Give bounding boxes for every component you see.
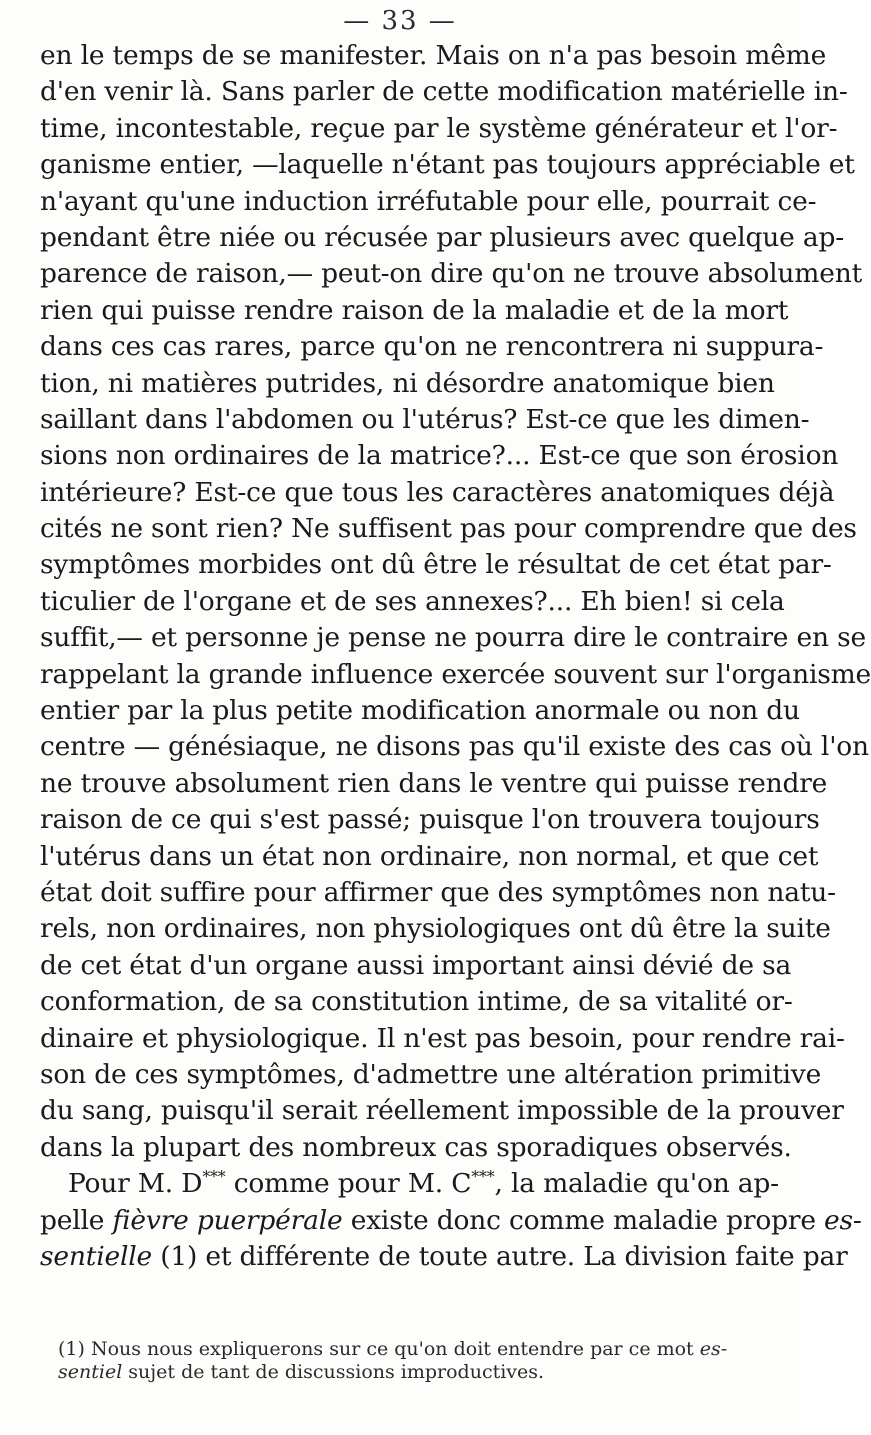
text-line: en le temps de se manifester. Mais on n'a pas besoin même (40, 40, 827, 71)
footnote-line (58, 1338, 760, 1361)
text-line: rien qui puisse rendre raison de la maladie et de la mort (40, 294, 789, 326)
text-line: raison de ce qui s'est passé; puisque l'on trouvera toujours (40, 804, 820, 836)
italic-term: fièvre puerpérale (112, 1204, 343, 1236)
body-text (40, 38, 871, 1275)
italic-term: es- (824, 1204, 862, 1236)
text-line: intérieure? Est-ce que tous les caractères anatomiques déjà (40, 476, 835, 508)
text-run: (1) et différente de toute autre. La division faite par (152, 1240, 848, 1272)
text-line: entier par la plus petite modification anormale ou non du (40, 695, 800, 727)
text-line: ne trouve absolument rien dans le ventre qui puisse rendre (40, 767, 828, 799)
text-line: pendant être niée ou récusée par plusieurs avec quelque ap- (40, 221, 844, 253)
paragraph-line (40, 1203, 862, 1239)
superscript: *** (202, 1167, 226, 1187)
text-line: time, incontestable, reçue par le système générateur et l'or- (40, 112, 838, 144)
text-line: ticulier de l'organe et de ses annexes?... Eh bien! si cela (40, 585, 785, 617)
text-line: dans ces cas rares, parce qu'on ne rencontrera ni suppura- (40, 331, 824, 363)
superscript: *** (471, 1167, 495, 1187)
text-line: ganisme entier, —laquelle n'étant pas toujours appréciable et (40, 149, 855, 181)
text-line: n'ayant qu'une induction irréfutable pour elle, pourrait ce- (40, 185, 817, 217)
text-line: suffit,— et personne je pense ne pourra dire le contraire en se (40, 622, 866, 654)
paragraph-line (40, 1239, 848, 1275)
footnote-line (58, 1361, 760, 1384)
page-number: — 33 — (343, 6, 457, 36)
text-line: l'utérus dans un état non ordinaire, non normal, et que cet (40, 840, 819, 872)
text-run: , la maladie qu'on ap- (494, 1168, 779, 1200)
text-run: comme pour M. C (225, 1168, 472, 1200)
text-run: pelle (40, 1204, 113, 1236)
text-line: tion, ni matières putrides, ni désordre anatomique bien (40, 367, 775, 399)
text-run: existe donc comme maladie propre (342, 1204, 825, 1236)
text-line: d'en venir là. Sans parler de cette modification matérielle in- (40, 76, 848, 108)
text-line: du sang, puisqu'il serait réellement impossible de la prouver (40, 1095, 844, 1127)
text-line: son de ces symptômes, d'admettre une altération primitive (40, 1058, 822, 1090)
text-run: (1) Nous nous expliquerons sur ce qu'on doit entendre par ce mot (58, 1338, 700, 1360)
text-line: conformation, de sa constitution intime, de sa vitalité or- (40, 986, 793, 1018)
italic-term: sentiel (58, 1361, 123, 1383)
footnote (58, 1338, 760, 1384)
text-line: saillant dans l'abdomen ou l'utérus? Est-ce que les dimen- (40, 403, 810, 435)
text-line: sions non ordinaires de la matrice?... Est-ce que son érosion (40, 440, 839, 472)
text-line: dinaire et physiologique. Il n'est pas besoin, pour rendre rai- (40, 1022, 845, 1054)
text-line: centre — génésiaque, ne disons pas qu'il existe des cas où l'on (40, 731, 869, 763)
text-line: parence de raison,— peut-on dire qu'on ne trouve absolument (40, 258, 863, 290)
text-line: état doit suffire pour affirmer que des symptômes non natu- (40, 876, 836, 908)
text-run: Pour M. D (68, 1168, 203, 1200)
paragraph-line (40, 1166, 779, 1202)
text-line: cités ne sont rien? Ne suffisent pas pour comprendre que des (40, 513, 857, 545)
text-line: symptômes morbides ont dû être le résultat de cet état par- (40, 549, 832, 581)
text-line: rels, non ordinaires, non physiologiques ont dû être la suite (40, 913, 831, 945)
italic-term: sentielle (40, 1240, 152, 1272)
text-line: rappelant la grande influence exercée souvent sur l'organisme (40, 658, 871, 690)
text-run: sujet de tant de discussions improductives. (122, 1361, 545, 1383)
italic-term: es- (699, 1338, 728, 1360)
text-line: dans la plupart des nombreux cas sporadiques observés. (40, 1131, 792, 1163)
text-line: de cet état d'un organe aussi important ainsi dévié de sa (40, 949, 792, 981)
